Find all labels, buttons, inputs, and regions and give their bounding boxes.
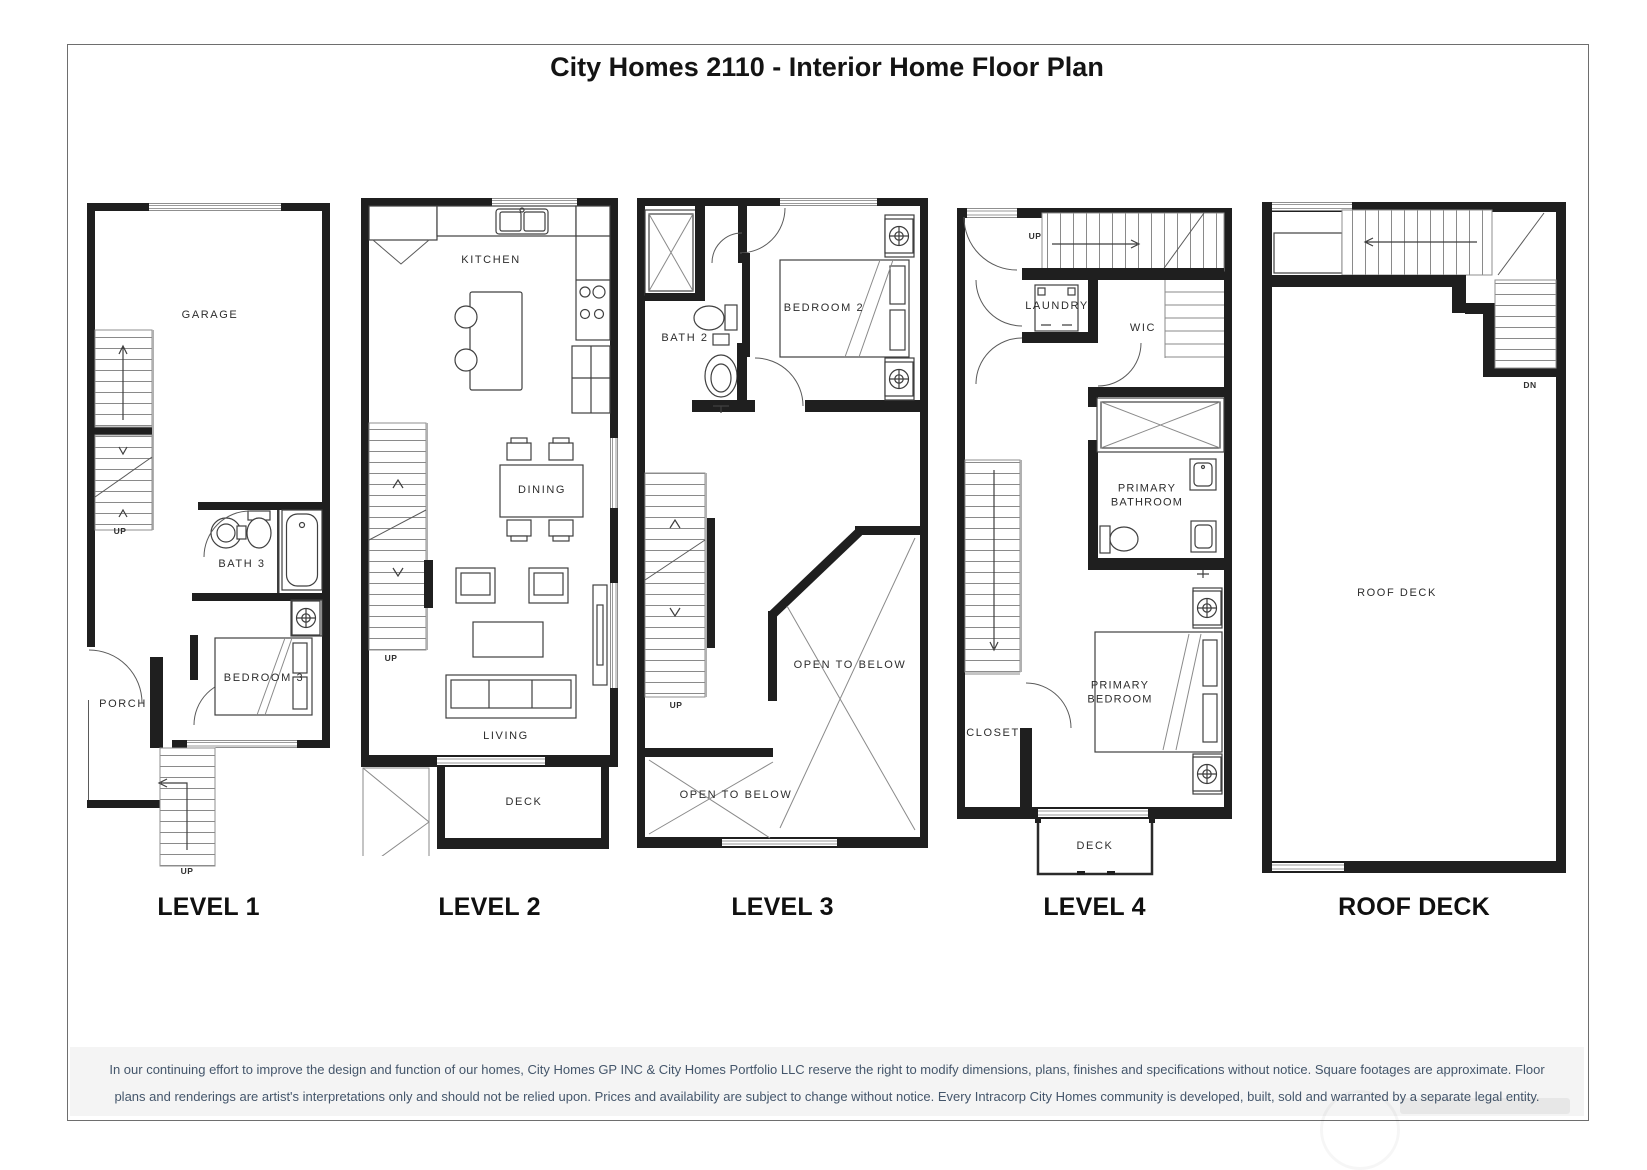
room-label-kitchen: KITCHEN xyxy=(461,254,521,266)
room-label-bedroom2: BEDROOM 2 xyxy=(783,302,865,314)
level-3-drawing xyxy=(637,188,928,848)
room-label-living: LIVING xyxy=(483,730,529,742)
room-label-bedroom3: BEDROOM 3 xyxy=(223,672,305,684)
room-label-open-to-below-lower: OPEN TO BELOW xyxy=(679,789,793,801)
caption-level-1: LEVEL 1 xyxy=(157,893,260,921)
room-label-roof-deck: ROOF DECK xyxy=(1357,587,1437,599)
room-label-laundry: LAUNDRY xyxy=(1025,300,1089,312)
room-label-deck: DECK xyxy=(1076,840,1114,852)
caption-level-4: LEVEL 4 xyxy=(1043,893,1146,921)
page-title: City Homes 2110 - Interior Home Floor Plan xyxy=(550,52,1104,82)
room-label-closet: CLOSET xyxy=(966,727,1020,739)
roof-deck-drawing xyxy=(1262,185,1566,885)
stair-label-up: UP xyxy=(384,653,398,663)
level-3-floorplan xyxy=(637,188,928,848)
disclaimer-line-2: plans and renderings are artist's interpretations only and should not be relied upon. Prices and availability are subject to change without notice. Every Intracorp City Homes community is developed, built, sold and warranted by a separate legal entity. xyxy=(114,1089,1540,1104)
level-2-floorplan xyxy=(361,188,618,856)
caption-level-3: LEVEL 3 xyxy=(731,893,834,921)
level-4-drawing xyxy=(957,188,1232,888)
stair-label-up: UP xyxy=(113,526,127,536)
caption-level-2: LEVEL 2 xyxy=(438,893,541,921)
stair-label-up: UP xyxy=(180,866,194,876)
room-label-garage: GARAGE xyxy=(181,309,239,321)
room-label-primary-bedroom: PRIMARY BEDROOM xyxy=(1087,679,1153,706)
stair-label-dn: DN xyxy=(1523,380,1537,390)
room-label-bath3: BATH 3 xyxy=(218,558,266,570)
stair-label-up: UP xyxy=(669,700,683,710)
room-label-wic: WIC xyxy=(1129,322,1157,334)
room-label-bath2: BATH 2 xyxy=(661,332,709,344)
caption-roof-deck: ROOF DECK xyxy=(1338,893,1490,921)
level-4-floorplan xyxy=(957,188,1232,888)
level-1-drawing xyxy=(87,195,330,877)
level-2-drawing xyxy=(361,188,618,856)
stair-label-up: UP xyxy=(1028,231,1042,241)
level-1-floorplan xyxy=(87,195,330,877)
watermark-smudge xyxy=(1400,1098,1570,1114)
room-label-porch: PORCH xyxy=(99,698,147,710)
disclaimer-line-1: In our continuing effort to improve the design and function of our homes, City Homes GP INC & City Homes Portfolio LLC reserve the right to modify dimensions, plans, finishes and specifications without notice. Square footages are approximate. Floor xyxy=(109,1062,1545,1077)
roof-deck-floorplan xyxy=(1262,185,1566,885)
room-label-deck: DECK xyxy=(505,796,543,808)
room-label-primary-bathroom: PRIMARY BATHROOM xyxy=(1110,482,1184,509)
room-label-open-to-below-upper: OPEN TO BELOW xyxy=(793,659,907,671)
watermark-circle xyxy=(1320,1090,1400,1170)
room-label-dining: DINING xyxy=(517,484,567,496)
